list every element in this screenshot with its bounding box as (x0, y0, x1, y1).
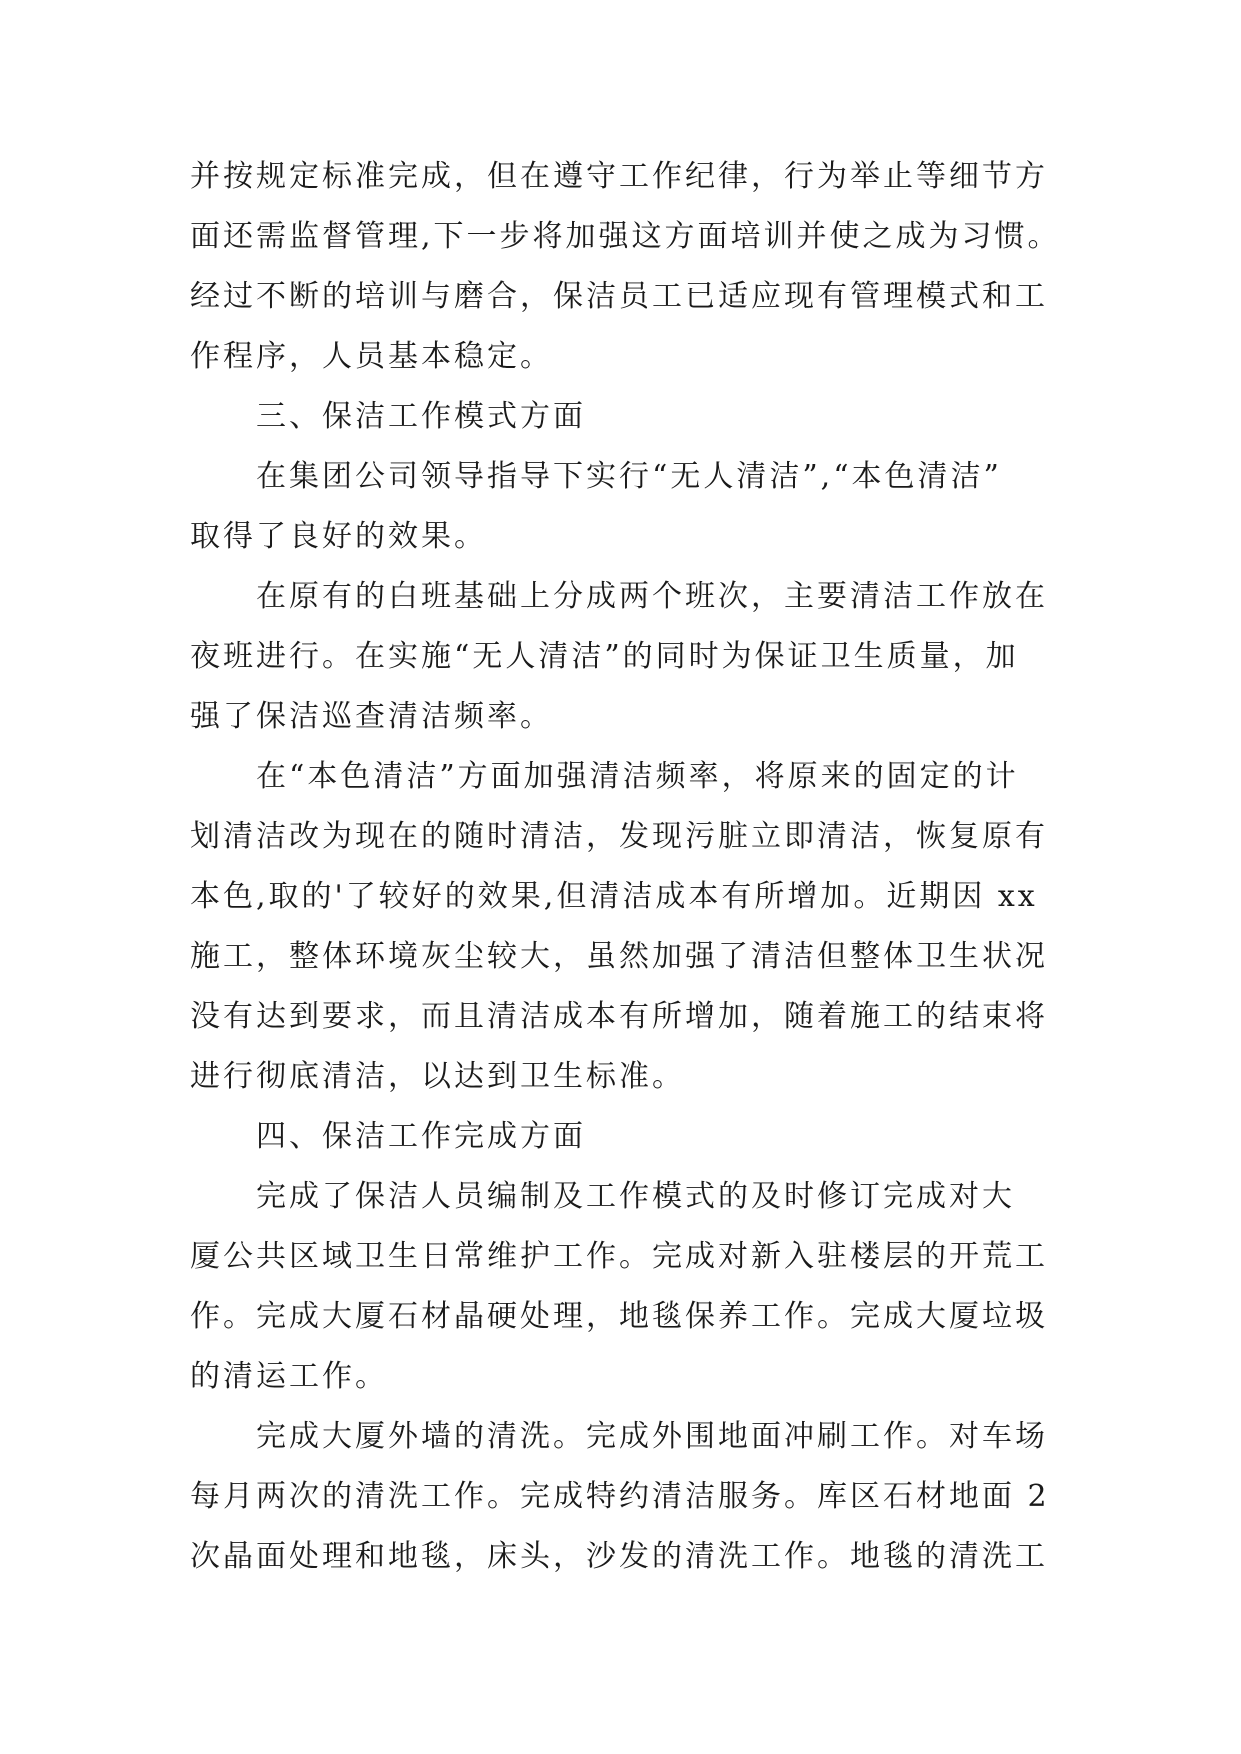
text-line: 次晶面处理和地毯，床头，沙发的清洗工作。地毯的清洗工 (190, 1539, 1048, 1574)
text-line: 作。完成大厦石材晶硬处理，地毯保养工作。完成大厦垃圾 (190, 1299, 1048, 1334)
text-line: 完成了保洁人员编制及工作模式的及时修订完成对大 (256, 1179, 1015, 1214)
section-heading: 四、保洁工作完成方面 (256, 1119, 586, 1154)
text-line: 经过不断的培训与磨合，保洁员工已适应现有管理模式和工 (190, 279, 1048, 314)
text-line: 施工，整体环境灰尘较大，虽然加强了清洁但整体卫生状况 (190, 939, 1048, 974)
text-line: 强了保洁巡查清洁频率。 (190, 699, 553, 734)
section-heading: 三、保洁工作模式方面 (256, 399, 586, 434)
text-line: 厦公共区域卫生日常维护工作。完成对新入驻楼层的开荒工 (190, 1239, 1048, 1274)
text-line: 划清洁改为现在的随时清洁，发现污脏立即清洁，恢复原有 (190, 819, 1048, 854)
text-line: 没有达到要求，而且清洁成本有所增加，随着施工的结束将 (190, 999, 1048, 1034)
text-line: 面还需监督管理,下一步将加强这方面培训并使之成为习惯。 (190, 219, 1061, 254)
text-line: 进行彻底清洁，以达到卫生标准。 (190, 1059, 685, 1094)
text-line: 并按规定标准完成，但在遵守工作纪律，行为举止等细节方 (190, 159, 1048, 194)
text-line: 取得了良好的效果。 (190, 519, 487, 554)
text-line: 本色,取的'了较好的效果,但清洁成本有所增加。近期因 xx (190, 879, 1038, 914)
text-line: 完成大厦外墙的清洗。完成外围地面冲刷工作。对车场 (256, 1419, 1048, 1454)
text-line: 夜班进行。在实施“无人清洁”的同时为保证卫生质量，加 (190, 639, 1019, 674)
text-line: 作程序，人员基本稳定。 (190, 339, 553, 374)
text-line: 在“本色清洁”方面加强清洁频率，将原来的固定的计 (256, 759, 1019, 794)
text-line: 在集团公司领导指导下实行“无人清洁”,“本色清洁” (256, 459, 1002, 494)
text-line: 的清运工作。 (190, 1359, 388, 1394)
text-line: 在原有的白班基础上分成两个班次，主要清洁工作放在 (256, 579, 1048, 614)
text-line: 每月两次的清洗工作。完成特约清洁服务。库区石材地面 2 (190, 1479, 1050, 1514)
